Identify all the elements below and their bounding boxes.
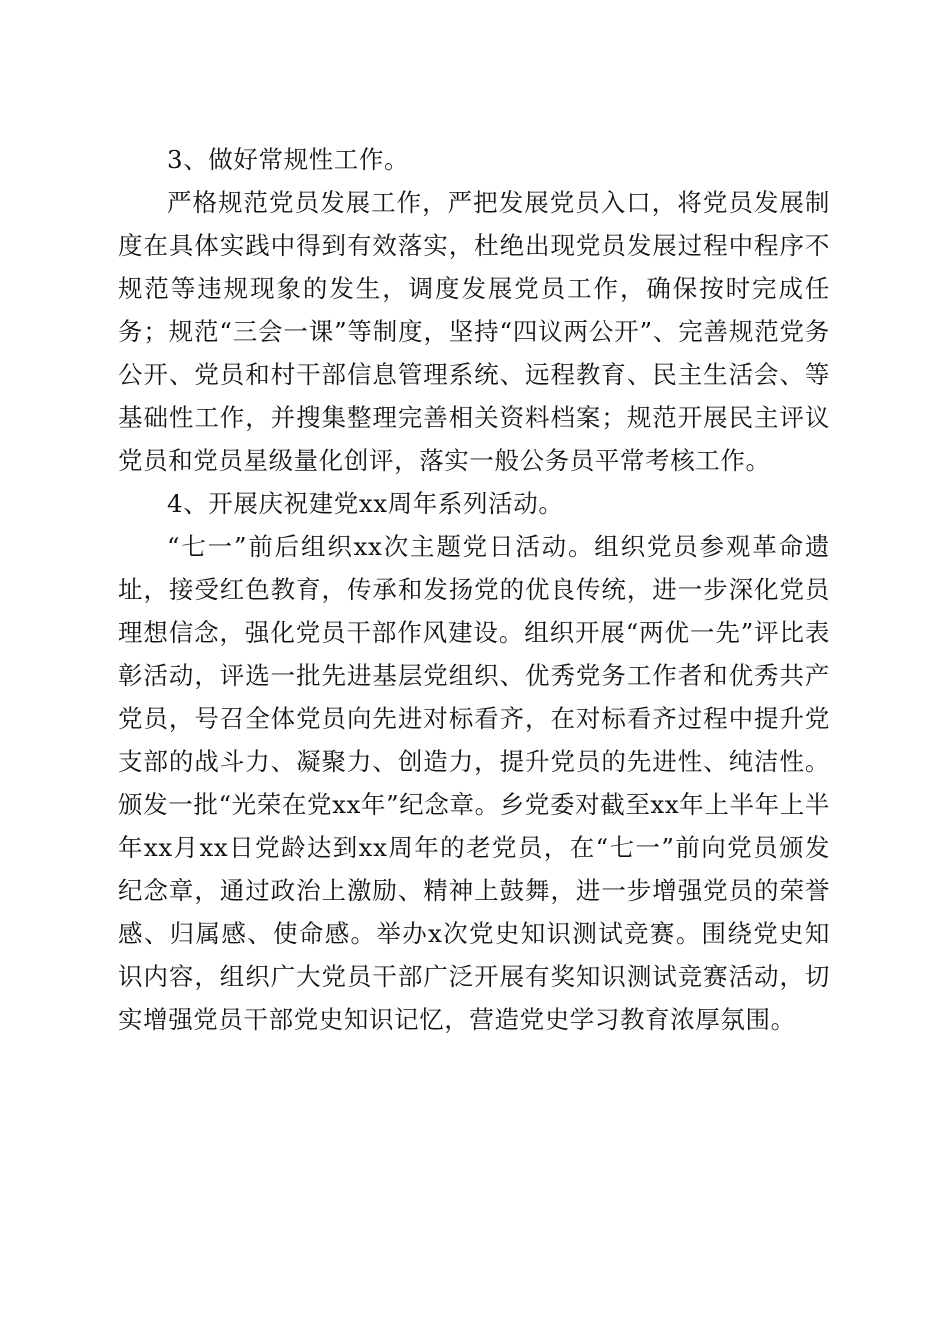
section-heading-4: 4、开展庆祝建党xx周年系列活动。 [167, 489, 564, 518]
body-paragraph: 严格规范党员发展工作，严把发展党员入口，将党员发展制度在具体实践中得到有效落实，杜绝出现党员发展过程中程序不规范等违规现象的发生，调度发展党员工作，确保按时完成任务；规范“三会一课”等制度，坚持“四议两公开”、完善规范党务公开、党员和村干部信息管理系统、远程教育、民主生活会、等基础性工作，并搜集整理完善相关资料档案；规范开展民主评议党员和党员星级量化创评，落实一般公务员平常考核工作。 [118, 188, 830, 475]
body-paragraph: “七一”前后组织xx次主题党日活动。组织党员参观革命遗址，接受红色教育，传承和发扬党的优良传统，进一步深化党员理想信念，强化党员干部作风建设。组织开展“两优一先”评比表彰活动，评选一批先进基层党组织、优秀党务工作者和优秀共产党员，号召全体党员向先进对标看齐，在对标看齐过程中提升党支部的战斗力、凝聚力、创造力，提升党员的先进性、纯洁性。颁发一批“光荣在党xx年”纪念章。乡党委对截至xx年上半年上半年xx月xx日党龄达到xx周年的老党员，在“七一”前向党员颁发纪念章，通过政治上激励、精神上鼓舞，进一步增强党员的荣誉感、归属感、使命感。举办x次党史知识测试竞赛。围绕党史知识内容，组织广大党员干部广泛开展有奖知识测试竞赛活动，切实增强党员干部党史知识记忆，营造党史学习教育浓厚氛围。 [118, 532, 830, 1034]
section-heading-3: 3、做好常规性工作。 [167, 145, 410, 174]
document-body [118, 138, 830, 1041]
